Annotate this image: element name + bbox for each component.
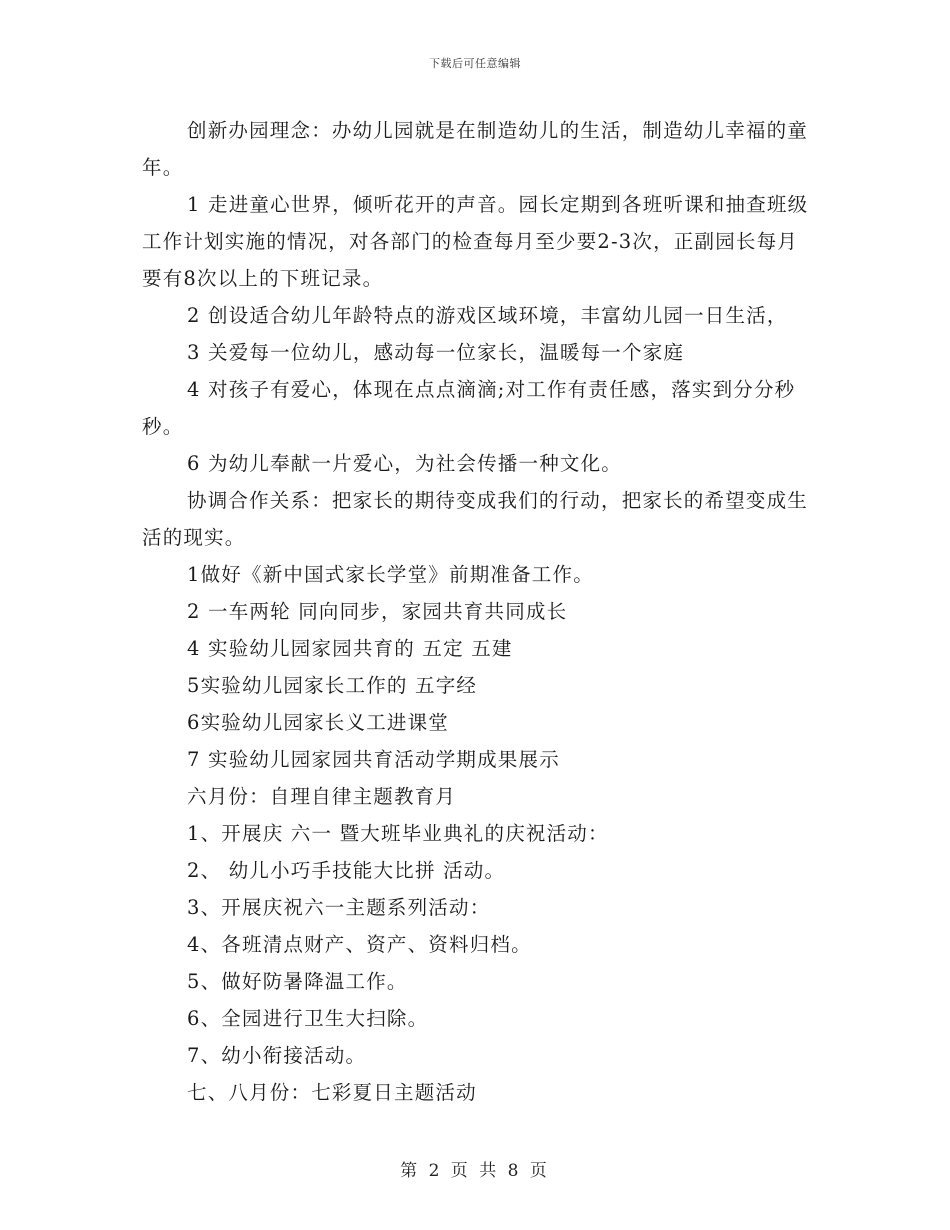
paragraph: 创新办园理念：办幼儿园就是在制造幼儿的生活，制造幼儿幸福的童年。	[142, 119, 809, 179]
paragraph: 1做好《新中国式家长学堂》前期准备工作。	[187, 563, 594, 586]
paragraph: 2 一车两轮 同向同步，家园共育共同成长	[187, 600, 568, 623]
paragraph: 协调合作关系：把家长的期待变成我们的行动，把家长的希望变成生活的现实。	[142, 489, 809, 549]
paragraph: 4、各班清点财产、资产、资料归档。	[187, 933, 532, 956]
paragraph: 3 关爱每一位幼儿，感动每一位家长，温暖每一个家庭	[187, 341, 685, 364]
paragraph: 5实验幼儿园家长工作的 五字经	[187, 674, 478, 697]
paragraph: 5、做好防暑降温工作。	[187, 970, 408, 993]
paragraph: 7 实验幼儿园家园共育活动学期成果展示	[187, 748, 560, 771]
paragraph: 1 走进童心世界，倾听花开的声音。园长定期到各班听课和抽查班级工作计划实施的情况，对各部门的检查每月至少要2-3次，正副园长每月要有8次以上的下班记录。	[142, 193, 809, 290]
paragraph: 7、幼小衔接活动。	[187, 1044, 367, 1067]
paragraph: 六月份：自理自律主题教育月	[187, 785, 457, 808]
paragraph: 6 为幼儿奉献一片爱心，为社会传播一种文化。	[187, 452, 623, 475]
paragraph: 2 创设适合幼儿年龄特点的游戏区域环境，丰富幼儿园一日生活，	[187, 304, 788, 327]
paragraph: 6、全园进行卫生大扫除。	[187, 1007, 429, 1030]
page-number-footer: 第 2 页 共 8 页	[400, 1161, 550, 1181]
paragraph: 1、开展庆 六一 暨大班毕业典礼的庆祝活动：	[187, 822, 609, 845]
paragraph: 4 对孩子有爱心，体现在点点滴滴;对工作有责任感，落实到分分秒秒。	[142, 378, 796, 438]
page-header: 下载后可任意编辑	[429, 57, 521, 70]
paragraph: 2、 幼儿小巧手技能大比拼 活动。	[187, 859, 506, 882]
document-body	[142, 112, 810, 1111]
paragraph: 3、开展庆祝六一主题系列活动：	[187, 896, 491, 919]
paragraph: 七、八月份：七彩夏日主题活动	[187, 1081, 477, 1104]
paragraph: 4 实验幼儿园家园共育的 五定 五建	[187, 637, 513, 660]
paragraph: 6实验幼儿园家长义工进课堂	[187, 711, 450, 734]
